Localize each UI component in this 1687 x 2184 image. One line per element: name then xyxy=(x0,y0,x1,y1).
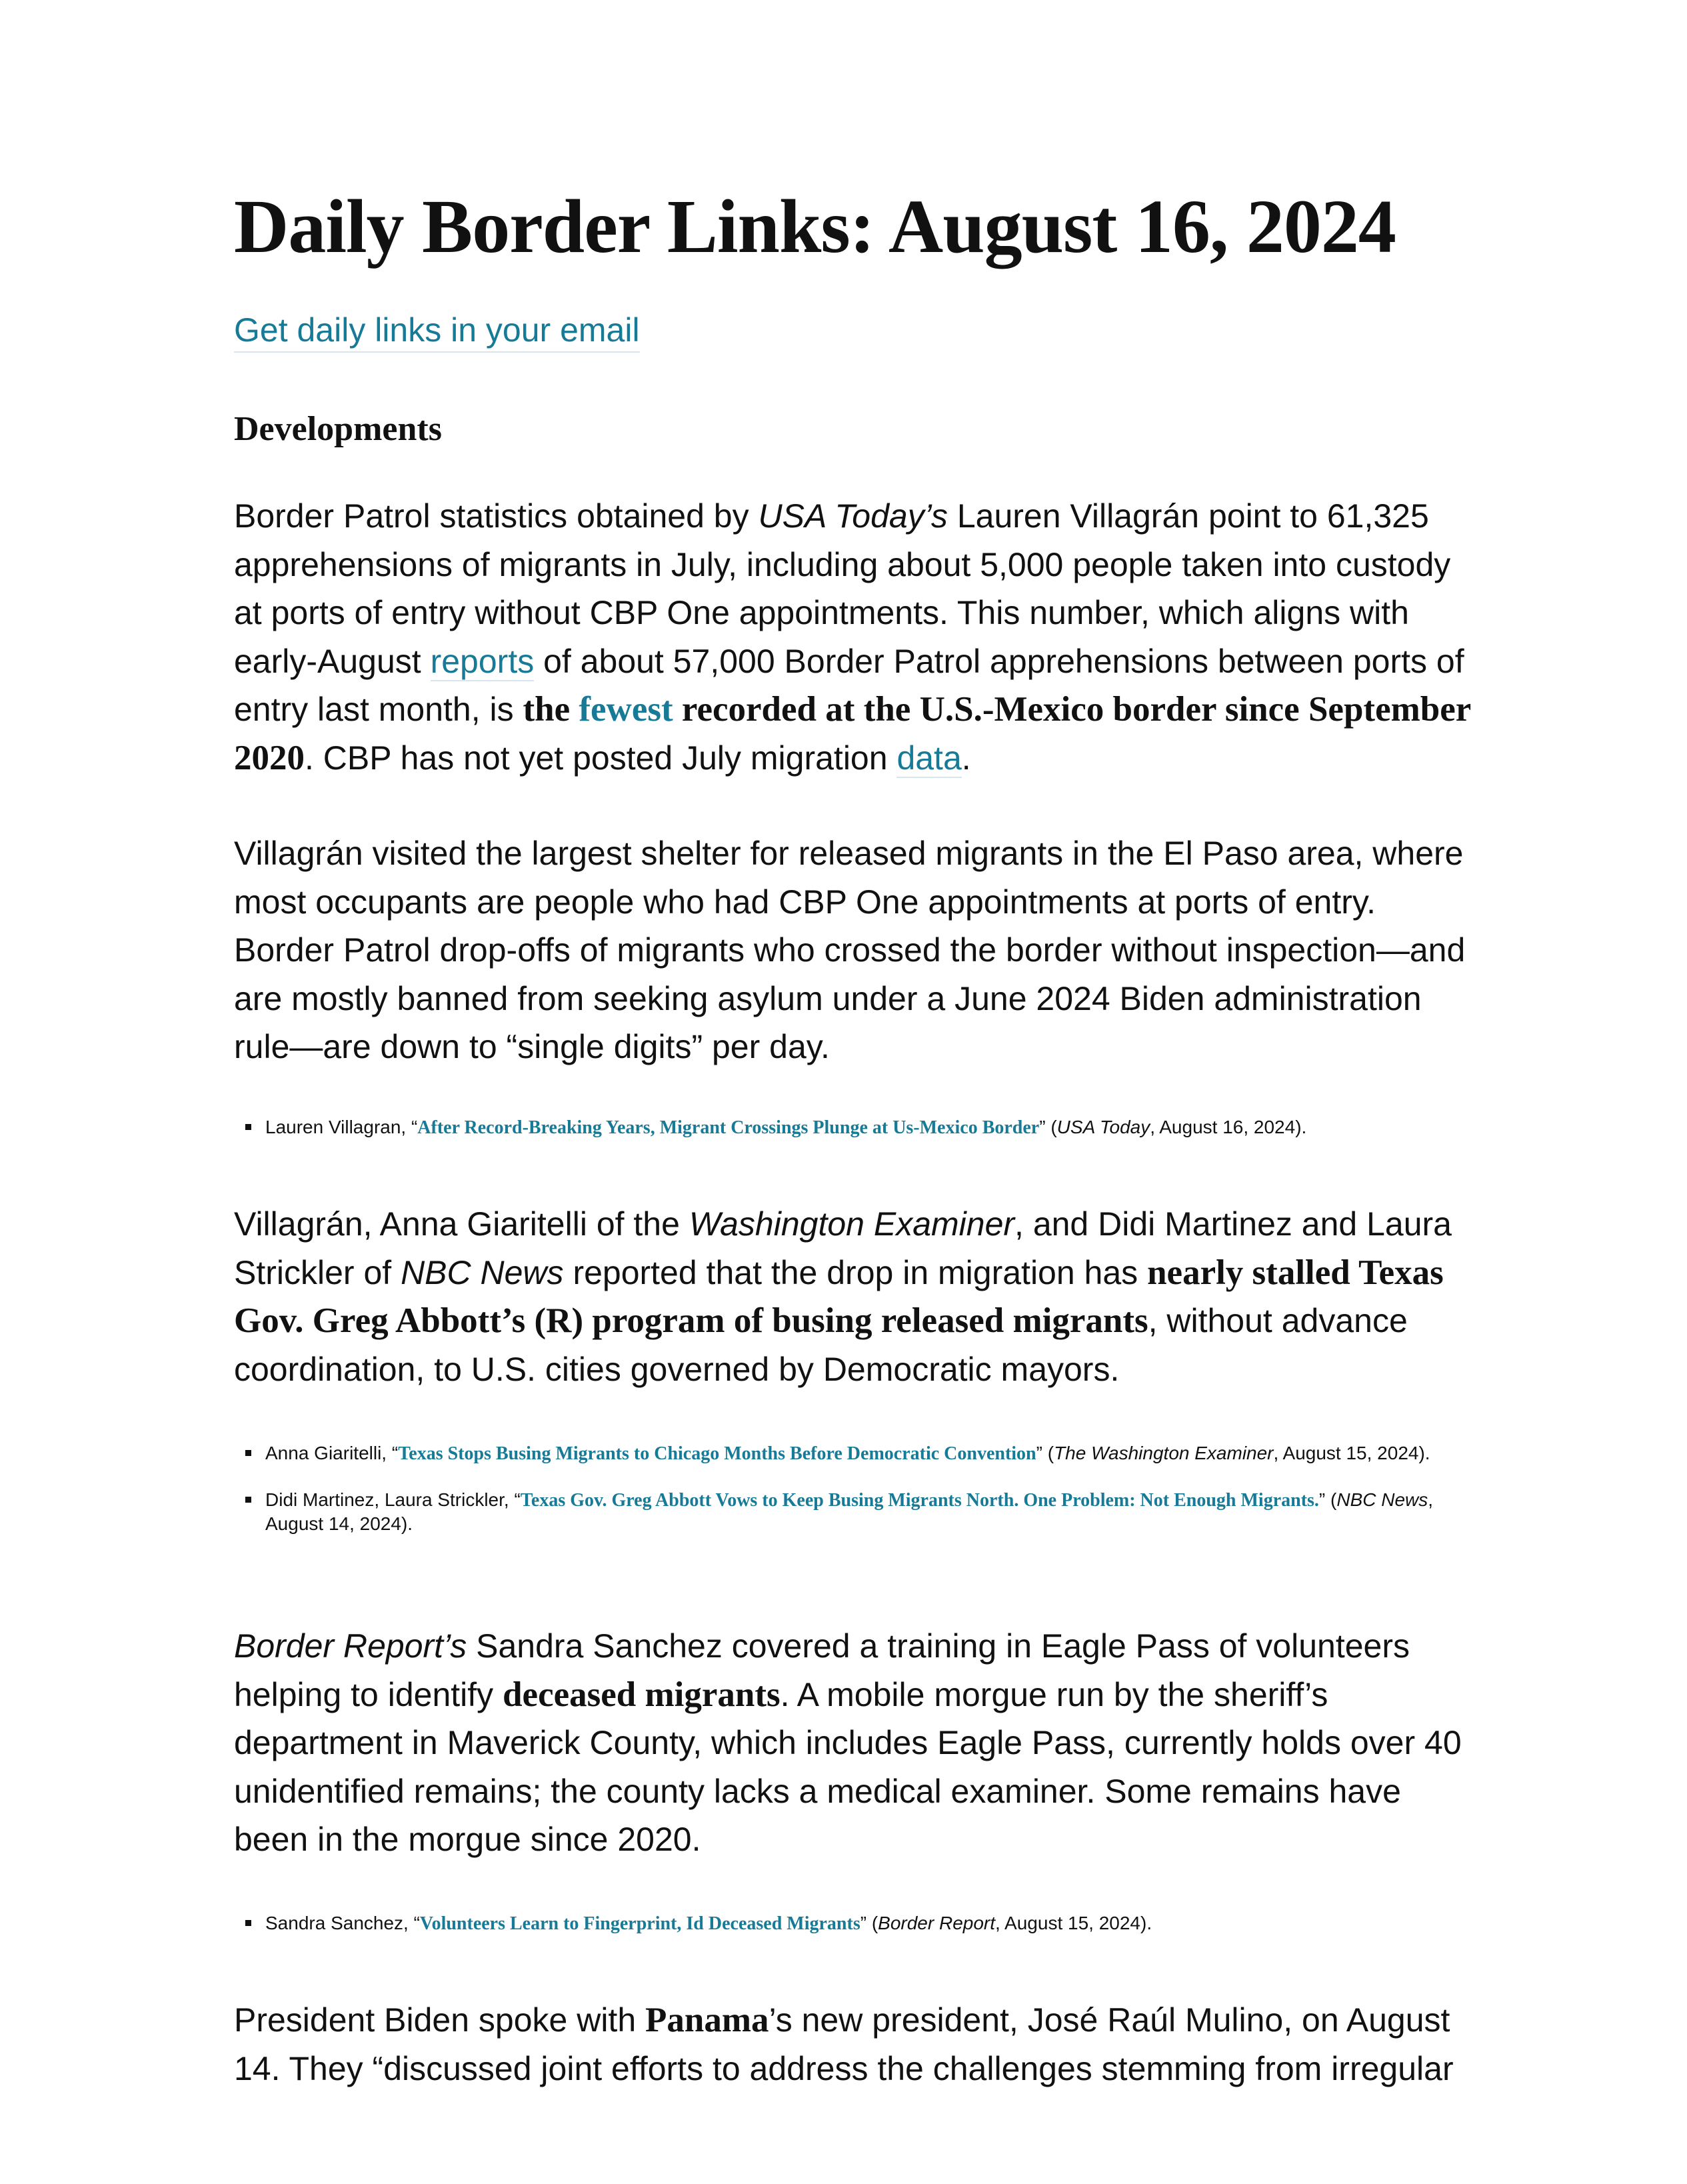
publication-name: Border Report xyxy=(878,1913,996,1933)
reference-author: Anna Giaritelli, “ xyxy=(265,1443,399,1463)
fewest-link[interactable]: fewest xyxy=(579,690,673,729)
text: Border Patrol statistics obtained by xyxy=(234,497,759,535)
publication-name: NBC News xyxy=(1336,1489,1428,1510)
paragraph-panama xyxy=(234,1996,1474,2093)
text: , August 14, 2024). xyxy=(265,1489,1434,1534)
text: , August 15, 2024). xyxy=(995,1913,1152,1933)
publication-name: USA Today’s xyxy=(758,497,948,535)
reference-author: Didi Martinez, Laura Strickler, “ xyxy=(265,1489,521,1510)
reference-list xyxy=(234,1911,1474,1958)
data-link[interactable]: data xyxy=(896,739,962,777)
text: ” ( xyxy=(1039,1117,1057,1137)
text: Sandra Sanchez covered a training in Eagle Pass of volunteers helping to identify xyxy=(234,1627,1410,1713)
text: ” ( xyxy=(1036,1443,1054,1463)
text: , without advance coordination, to U.S. cities governed by Democratic mayors. xyxy=(234,1302,1408,1388)
text: of about 57,000 Border Patrol apprehensions between ports of entry last month, is xyxy=(234,642,1464,729)
reports-link[interactable]: reports xyxy=(430,642,535,680)
text: Lauren Villagrán point to 61,325 apprehensions of migrants in July, including about 5,000 people taken into custody at ports of entry without CBP One appointments. This number, which aligns with early-August xyxy=(234,497,1451,680)
reference-link[interactable]: After Record-Breaking Years, Migrant Crossings Plunge at Us-Mexico Border xyxy=(417,1117,1040,1138)
text: . CBP has not yet posted July migration xyxy=(305,739,897,777)
publication-name: USA Today xyxy=(1056,1117,1150,1137)
reference-link[interactable]: Texas Stops Busing Migrants to Chicago Months Before Democratic Convention xyxy=(398,1443,1036,1464)
paragraph-shelter: Villagrán visited the largest shelter for released migrants in the El Paso area, where most occupants are people who had CBP One appointments at ports of entry. Border Patrol drop-offs of migrants who crossed the border without inspection—and are mostly banned from seeking asylum under a June 2024 Biden administration rule—are down to “single digits” per day. xyxy=(234,835,1466,1066)
reference-item xyxy=(234,1488,1474,1535)
subscribe-link[interactable]: Get daily links in your email xyxy=(234,309,640,353)
publication-name: Border Report’s xyxy=(234,1627,467,1665)
emphasis: the xyxy=(523,690,579,729)
reference-author: Lauren Villagran, “ xyxy=(265,1117,418,1137)
reference-link[interactable]: Volunteers Learn to Fingerprint, Id Deceased Migrants xyxy=(419,1913,860,1934)
text: , August 16, 2024). xyxy=(1150,1117,1307,1137)
reference-link[interactable]: Texas Gov. Greg Abbott Vows to Keep Busing Migrants North. One Problem: Not Enough Migrants. xyxy=(520,1490,1319,1511)
text: , and Didi Martinez and Laura Strickler of xyxy=(234,1205,1452,1291)
reference-author: Sandra Sanchez, “ xyxy=(265,1913,420,1933)
text: . xyxy=(961,739,971,777)
publication-name: NBC News xyxy=(401,1253,564,1291)
reference-item xyxy=(234,1441,1474,1465)
reference-item xyxy=(234,1911,1474,1935)
section-heading: Developments xyxy=(234,410,442,448)
reference-list xyxy=(234,1441,1474,1558)
text: ” ( xyxy=(1318,1489,1337,1510)
paragraph-morgue xyxy=(234,1622,1474,1864)
emphasis: Panama xyxy=(645,2001,769,2039)
reference-item xyxy=(234,1115,1474,1139)
text: . A mobile morgue run by the sheriff’s department in Maverick County, which includes Eagle Pass, currently holds over 40 unidentified remains; the county lacks a medical examiner. Some remains have been in the morgue since 2020. xyxy=(234,1675,1462,1859)
text: ” ( xyxy=(860,1913,878,1933)
emphasis: deceased migrants xyxy=(503,1675,781,1714)
text: reported that the drop in migration has xyxy=(563,1253,1148,1291)
text: ’s new president, José Raúl Mulino, on August 14. They “discussed joint efforts to address the challenges stemming from irregular xyxy=(234,2001,1454,2087)
emphasis: recorded at the U.S.-Mexico border since September 2020 xyxy=(234,690,1471,777)
page-title: Daily Border Links: August 16, 2024 xyxy=(234,184,1396,269)
publication-name: The Washington Examiner xyxy=(1054,1443,1274,1463)
reference-list xyxy=(234,1115,1474,1162)
text: Villagrán, Anna Giaritelli of the xyxy=(234,1205,689,1243)
publication-name: Washington Examiner xyxy=(689,1205,1015,1243)
text: President Biden spoke with xyxy=(234,2001,646,2039)
paragraph-apprehensions xyxy=(234,492,1474,783)
emphasis: nearly stalled Texas Gov. Greg Abbott’s (R) program of busing released migrants xyxy=(234,1253,1444,1341)
paragraph-busing xyxy=(234,1200,1474,1393)
text: , August 15, 2024). xyxy=(1273,1443,1430,1463)
